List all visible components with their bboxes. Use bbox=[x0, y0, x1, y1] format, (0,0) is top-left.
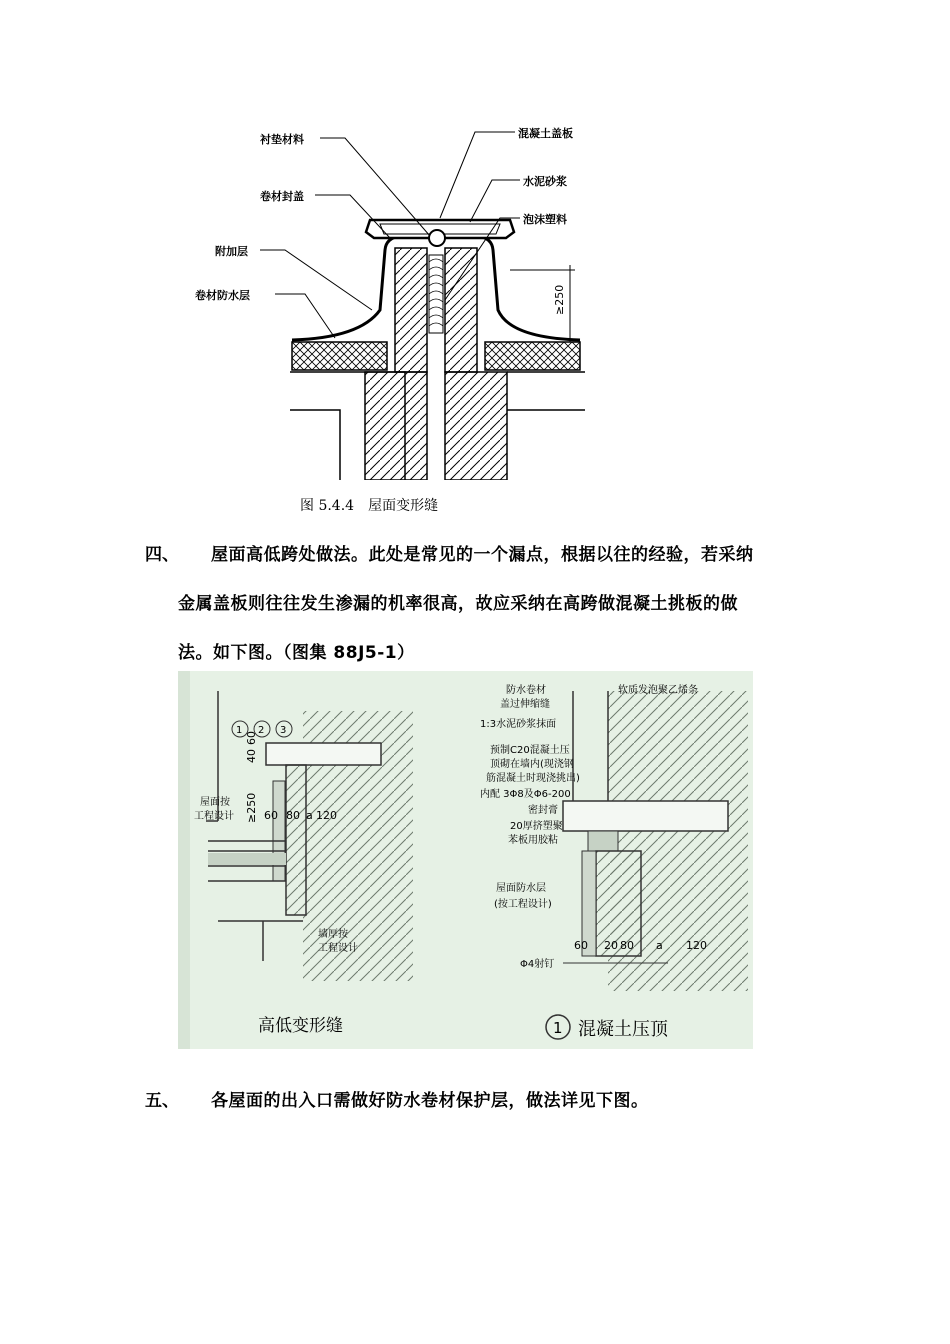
figure1-caption: 图 5.4.4 屋面变形缝 bbox=[300, 498, 439, 514]
label-concrete-cover: 混凝土盖板 bbox=[518, 127, 573, 140]
right-note-8: 20厚挤塑聚 bbox=[510, 821, 563, 832]
right-note-12: Φ4射钉 bbox=[520, 959, 555, 970]
right-title-number: 1 bbox=[553, 1019, 563, 1037]
dimension-250: ≥250 bbox=[553, 284, 566, 315]
section4-line3: 法。如下图。（图集 88J5-1） bbox=[178, 643, 415, 663]
label-waterproof-layer: 卷材防水层 bbox=[195, 289, 250, 302]
right-title: 混凝土压顶 bbox=[578, 1019, 668, 1040]
left-dim-a: a bbox=[306, 809, 313, 822]
right-dim-120: 120 bbox=[686, 939, 707, 952]
left-title: 高低变形缝 bbox=[258, 1016, 343, 1036]
right-dim-80: 80 bbox=[620, 939, 634, 952]
right-note-top: 软质发泡聚乙烯条 bbox=[618, 685, 698, 696]
left-dim-250: ≥250 bbox=[245, 792, 258, 823]
right-note-10: 屋面防水层 bbox=[496, 883, 546, 894]
left-note-roof-2: 工程设计 bbox=[194, 811, 234, 822]
section5-text: 各屋面的出入口需做好防水卷材保护层，做法详见下图。 bbox=[211, 1091, 649, 1111]
label-membrane-cap: 卷材封盖 bbox=[260, 190, 304, 203]
left-dim-120: 120 bbox=[316, 809, 337, 822]
section4-line1: 屋面高低跨处做法。此处是常见的一个漏点，根据以往的经验，若采纳 bbox=[211, 545, 754, 565]
section4-line2: 金属盖板则往往发生渗漏的机率很高，故应采纳在高跨做混凝土挑板的做 bbox=[178, 594, 738, 614]
right-dim-60: 60 bbox=[574, 939, 588, 952]
left-dim-60: 60 bbox=[264, 809, 278, 822]
left-note-wall-1: 墙厚按 bbox=[318, 929, 348, 940]
right-note-4: 顶砌在墙内(现浇钢 bbox=[490, 759, 574, 770]
left-circle-1: 1 bbox=[236, 725, 243, 736]
label-foam-plastic: 泡沫塑料 bbox=[523, 213, 567, 226]
right-note-7: 密封膏 bbox=[528, 805, 558, 816]
left-dim-40: 40 bbox=[245, 749, 258, 763]
right-note-5: 筋混凝土时现浇挑出) bbox=[486, 773, 580, 784]
label-cement-mortar: 水泥砂浆 bbox=[523, 175, 567, 188]
roof-expansion-joint-drawing bbox=[180, 110, 640, 480]
label-additional-layer: 附加层 bbox=[215, 245, 248, 258]
left-dim-80: 80 bbox=[286, 809, 300, 822]
right-note-11: (按工程设计) bbox=[494, 899, 552, 910]
right-dim-20: 20 bbox=[604, 939, 618, 952]
label-backing-material: 衬垫材料 bbox=[260, 133, 304, 146]
section5-number: 五、 bbox=[145, 1091, 179, 1111]
right-note-1: 盖过伸缩缝 bbox=[500, 699, 550, 710]
section4-number: 四、 bbox=[145, 545, 179, 565]
left-circle-3: 3 bbox=[280, 725, 287, 736]
left-note-roof-1: 屋面按 bbox=[200, 797, 230, 808]
right-note-3: 预制C20混凝土压 bbox=[490, 745, 570, 756]
left-circle-2: 2 bbox=[258, 725, 265, 736]
right-note-9: 苯板用胶粘 bbox=[508, 835, 558, 846]
right-dim-a: a bbox=[656, 939, 663, 952]
left-dim-60v: 60 bbox=[245, 731, 258, 745]
right-note-0: 防水卷材 bbox=[506, 685, 546, 696]
right-note-2: 1:3水泥砂浆抹面 bbox=[480, 719, 557, 730]
high-low-span-joint-photo bbox=[178, 671, 753, 1049]
left-note-wall-2: 工程设计 bbox=[318, 943, 358, 954]
right-note-6: 内配 3Φ8及Φ6-200 bbox=[480, 789, 571, 800]
